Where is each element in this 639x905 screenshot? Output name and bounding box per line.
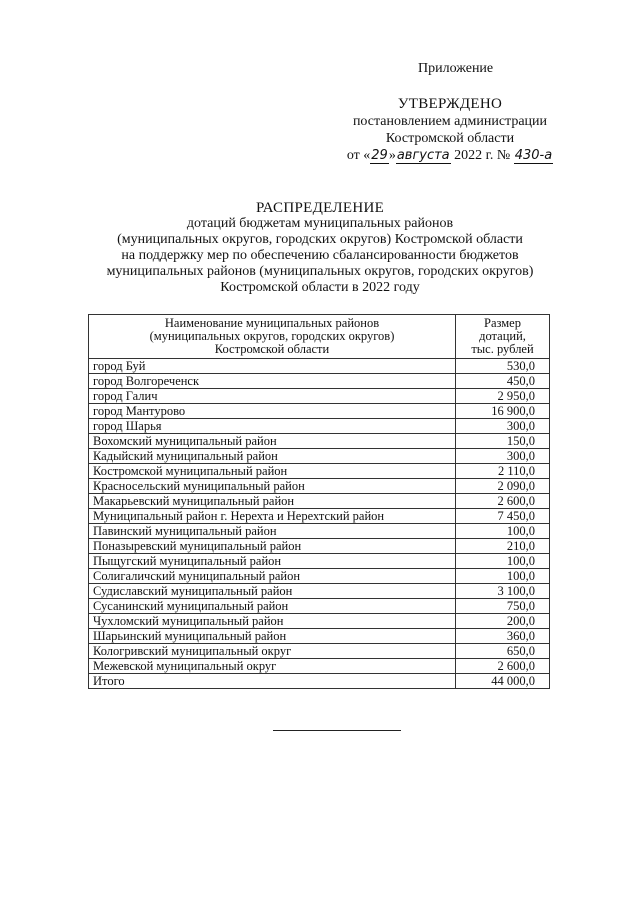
row-name: город Волгореченск xyxy=(89,374,456,389)
row-name: город Галич xyxy=(89,389,456,404)
row-value: 2 600,0 xyxy=(456,659,550,674)
table-total-row xyxy=(89,674,550,689)
table-row xyxy=(89,644,550,659)
table-row xyxy=(89,389,550,404)
table-row xyxy=(89,539,550,554)
date-year: 2022 г. № xyxy=(450,148,514,163)
row-value: 2 950,0 xyxy=(456,389,550,404)
header-name-line: Наименование муниципальных районов xyxy=(164,316,380,330)
distribution-table xyxy=(88,314,550,689)
date-mid: » xyxy=(388,148,396,163)
row-value: 2 600,0 xyxy=(456,494,550,509)
table-row xyxy=(89,629,550,644)
approval-block xyxy=(340,96,560,164)
row-value: 300,0 xyxy=(456,449,550,464)
table-row xyxy=(89,479,550,494)
row-name: Кологривский муниципальный округ xyxy=(89,644,456,659)
header-name-column xyxy=(89,315,456,359)
approved-stamp-text: УТВЕРЖДЕНО xyxy=(397,96,503,112)
row-value: 150,0 xyxy=(456,434,550,449)
row-name: Макарьевский муниципальный район xyxy=(89,494,456,509)
handwritten-doc-number: 430-а xyxy=(514,148,553,163)
table-row xyxy=(89,404,550,419)
title-line: дотаций бюджетам муниципальных районов xyxy=(186,216,454,231)
table-row xyxy=(89,569,550,584)
table-row xyxy=(89,554,550,569)
row-value: 100,0 xyxy=(456,569,550,584)
row-name: город Буй xyxy=(89,359,456,374)
closing-rule xyxy=(273,730,401,731)
approval-line-1: постановлением администрации xyxy=(352,114,548,129)
row-name: Пыщугский муниципальный район xyxy=(89,554,456,569)
title-heading: РАСПРЕДЕЛЕНИЕ xyxy=(255,200,385,216)
row-value: 7 450,0 xyxy=(456,509,550,524)
title-line: на поддержку мер по обеспечению сбалансированности бюджетов xyxy=(121,248,519,263)
row-name: город Мантурово xyxy=(89,404,456,419)
row-name: город Шарья xyxy=(89,419,456,434)
table-row xyxy=(89,464,550,479)
title-line: Костромской области в 2022 году xyxy=(220,280,420,295)
row-name: Павинский муниципальный район xyxy=(89,524,456,539)
row-value: 100,0 xyxy=(456,554,550,569)
table-row xyxy=(89,509,550,524)
row-name: Вохомский муниципальный район xyxy=(89,434,456,449)
row-value: 300,0 xyxy=(456,419,550,434)
approval-date-line xyxy=(340,147,560,164)
row-name: Костромской муниципальный район xyxy=(89,464,456,479)
handwritten-day: 29 xyxy=(371,148,388,163)
appendix-label: Приложение xyxy=(418,61,494,76)
row-value: 450,0 xyxy=(456,374,550,389)
row-value: 530,0 xyxy=(456,359,550,374)
row-value: 750,0 xyxy=(456,599,550,614)
table-body xyxy=(89,359,550,689)
table-row xyxy=(89,419,550,434)
row-value: 3 100,0 xyxy=(456,584,550,599)
row-name: Сусанинский муниципальный район xyxy=(89,599,456,614)
table-row xyxy=(89,359,550,374)
total-label: Итого xyxy=(89,674,456,689)
date-prefix: от « xyxy=(346,148,371,163)
row-name: Судиславский муниципальный район xyxy=(89,584,456,599)
row-name: Поназыревский муниципальный район xyxy=(89,539,456,554)
table-row xyxy=(89,374,550,389)
header-name-line: Костромской области xyxy=(214,342,330,356)
table-header-row xyxy=(89,315,550,359)
row-name: Кадыйский муниципальный район xyxy=(89,449,456,464)
row-value: 2 090,0 xyxy=(456,479,550,494)
table-row xyxy=(89,524,550,539)
row-name: Межевской муниципальный округ xyxy=(89,659,456,674)
document-title xyxy=(70,200,570,296)
row-value: 650,0 xyxy=(456,644,550,659)
table-row xyxy=(89,659,550,674)
row-name: Шарьинский муниципальный район xyxy=(89,629,456,644)
table-row xyxy=(89,434,550,449)
row-value: 210,0 xyxy=(456,539,550,554)
row-name: Солигаличский муниципальный район xyxy=(89,569,456,584)
table-row xyxy=(89,599,550,614)
table-row xyxy=(89,494,550,509)
row-value: 2 110,0 xyxy=(456,464,550,479)
total-value: 44 000,0 xyxy=(456,674,550,689)
row-value: 200,0 xyxy=(456,614,550,629)
header-amount-line: тыс. рублей xyxy=(471,342,534,356)
row-value: 100,0 xyxy=(456,524,550,539)
row-name: Чухломский муниципальный район xyxy=(89,614,456,629)
header-amount-line: Размер дотаций, xyxy=(479,316,526,343)
table-row xyxy=(89,614,550,629)
title-line: муниципальных районов (муниципальных округов, городских округов) xyxy=(106,264,534,279)
row-value: 360,0 xyxy=(456,629,550,644)
handwritten-month: августа xyxy=(396,148,450,163)
row-value: 16 900,0 xyxy=(456,404,550,419)
table-row xyxy=(89,449,550,464)
title-line: (муниципальных округов, городских округов) Костромской области xyxy=(117,232,523,247)
row-name: Красносельский муниципальный район xyxy=(89,479,456,494)
table-row xyxy=(89,584,550,599)
row-name: Муниципальный район г. Нерехта и Нерехтский район xyxy=(89,509,456,524)
approval-line-2: Костромской области xyxy=(385,131,515,146)
header-amount-column xyxy=(456,315,550,359)
header-name-line: (муниципальных округов, городских округов) xyxy=(149,329,395,343)
